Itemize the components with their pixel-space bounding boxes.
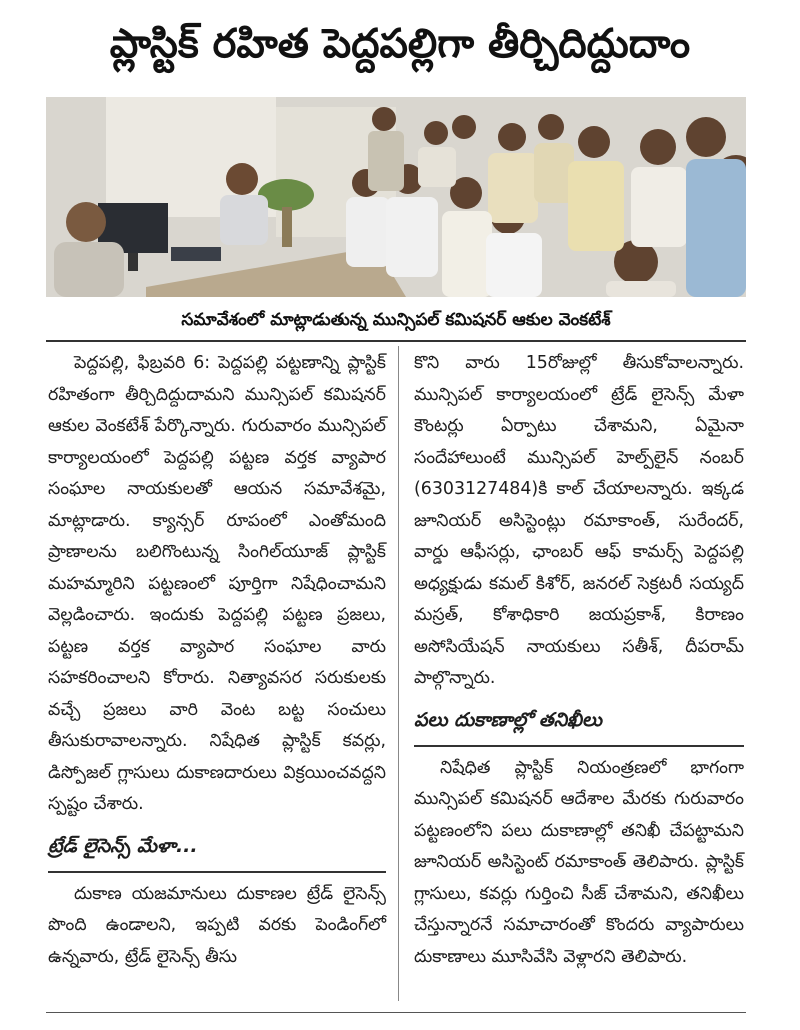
subheading-divider	[48, 871, 386, 873]
photo-caption: సమావేశంలో మాట్లాడుతున్న మున్సిపల్ కమిషనర్ ఆకుల వెంకటేశ్	[181, 310, 611, 330]
news-photo	[46, 97, 746, 297]
article-left-column	[48, 348, 386, 973]
bottom-divider	[46, 1012, 746, 1013]
subheading-inspections: పలు దుకాణాల్లో తనిఖీలు	[414, 708, 602, 731]
subheading-divider	[414, 745, 744, 747]
subheading-trade-license: ట్రేడ్ లైసెన్స్ మేళా...	[48, 834, 198, 857]
caption-divider	[46, 340, 746, 342]
article-paragraph: కొని వారు 15రోజుల్లో తీసుకోవాలన్నారు. మున్సిపల్ కార్యాలయంలో ట్రేడ్ లైసెన్స్ మేళా కౌంటర్లు ఏర్పాటు చేశామని, ఏమైనా సందేహాలుంటే మున్సిపల్ హెల్ప్‌లైన్ నంబర్ (6303127484)కి కాల్ చేయాలన్నారు. ఇక్కడ జూనియర్ అసిస్టెంట్లు రమాకాంత్, సురేందర్, వార్డు ఆఫీసర్లు, ఛాంబర్ ఆఫ్ కామర్స్ పెద్దపల్లి అధ్యక్షుడు కమల్ కిశోర్, జనరల్ సెక్రటరీ సయ్యద్ మస్రత్, కోశాధికారి జయప్రకాశ్, కిరాణం అసోసియేషన్ నాయకులు సతీశ్, దీపరామ్ పాల్గొన్నారు.	[414, 353, 744, 688]
article-paragraph: దుకాణ యజమానులు దుకాణల ట్రేడ్ లైసెన్స్ పొంది ఉండాలని, ఇప్పటి వరకు పెండింగ్‌లో ఉన్నవారు, ట్రేడ్ లైసెన్స్ తీసు	[48, 883, 386, 967]
headline: ప్లాస్టిక్ రహిత పెద్దపల్లిగా తీర్చిదిద్దుదాం	[109, 21, 691, 67]
article-paragraph: పెద్దపల్లి, ఫిబ్రవరి 6: పెద్దపల్లి పట్టణాన్ని ప్లాస్టిక్ రహితంగా తీర్చిదిద్దుదామని మున్సిపల్ కమిషనర్ ఆకుల వెంకటేశ్ పేర్కొన్నారు. గురువారం మున్సిపల్ కార్యాలయంలో పెద్దపల్లి పట్టణ వర్తక వ్యాపార సంఘాల నాయకులతో ఆయన సమావేశమై, మాట్లాడారు. క్యాన్సర్ రూపంలో ఎంతోమంది ప్రాణాలను బలిగొంటున్న సింగిల్‌యూజ్ ప్లాస్టిక్ మహమ్మారిని పట్టణంలో పూర్తిగా నిషేధించామని వెల్లడించారు. ఇందుకు పెద్దపల్లి పట్టణ ప్రజలు, పట్టణ వర్తక వ్యాపార సంఘాల వారు సహకరించాలని కోరారు. నిత్యావసర సరుకులకు వచ్చే ప్రజలు వారి వెంట బట్ట సంచులు తీసుకురావాలన్నారు. నిషేధిత ప్లాస్టిక్ కవర్లు, డిస్పోజల్ గ్లాసులు దుకాణదారులు విక్రయించవద్దని స్పష్టం చేశారు.	[48, 353, 386, 814]
column-divider	[398, 346, 399, 1001]
article-paragraph: నిషేధిత ప్లాస్టిక్ నియంత్రణలో భాగంగా మున్సిపల్ కమిషనర్ ఆదేశాల మేరకు గురువారం పట్టణంలోని పలు దుకాణాల్లో తనిఖీ చేపట్టామని జూనియర్ అసిస్టెంట్ రమాకాంత్ తెలిపారు. ప్లాస్టిక్ గ్లాసులు, కవర్లు గుర్తించి సీజ్ చేశామని, తనిఖీలు చేస్తున్నారనే సమాచారంతో కొందరు వ్యాపారులు దుకాణాలు మూసివేసి వెళ్లారని తెలిపారు.	[414, 757, 744, 967]
article-right-column	[414, 348, 744, 973]
